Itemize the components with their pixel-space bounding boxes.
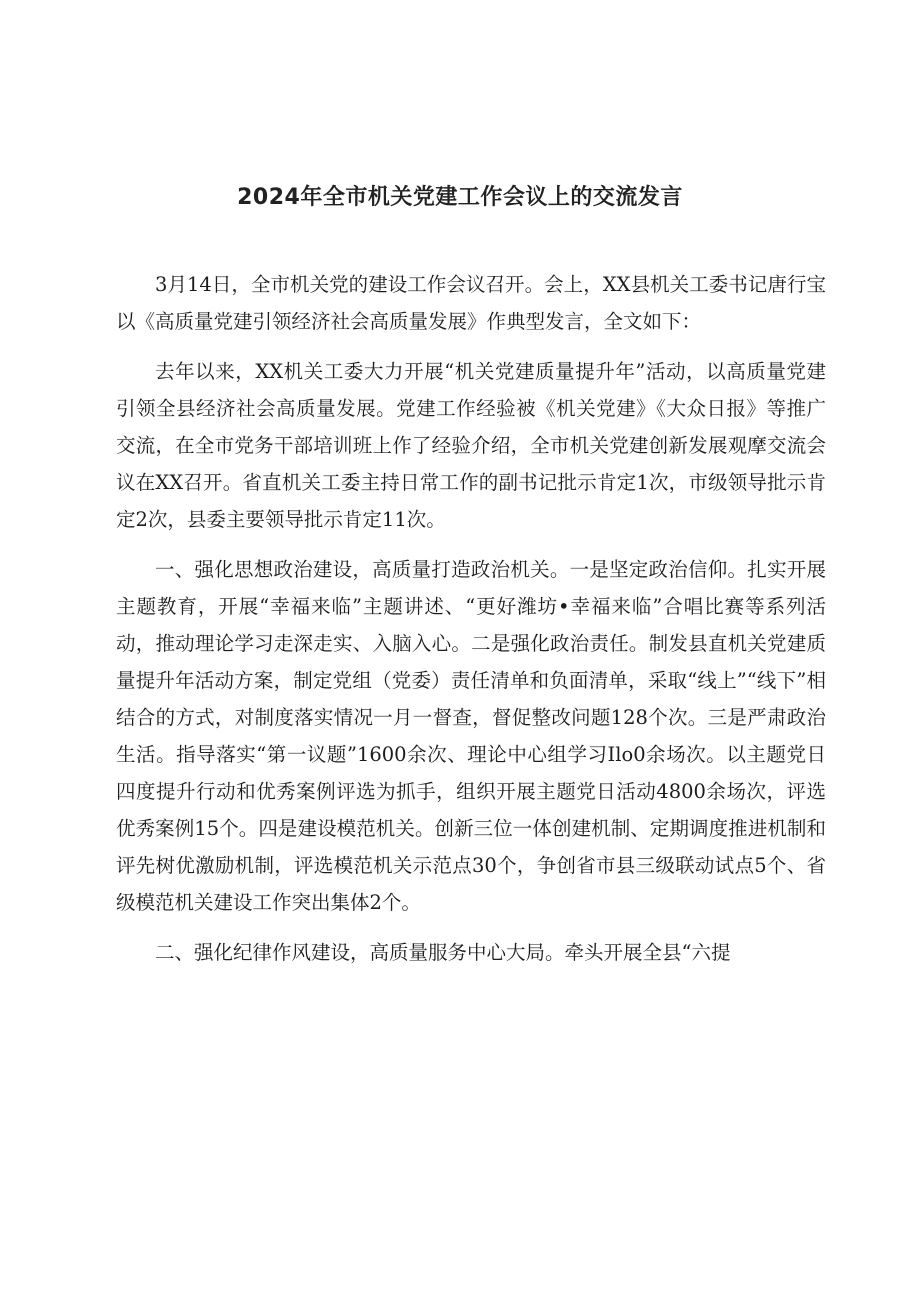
document-body (116, 266, 826, 984)
paragraph-summary: 去年以来，XX机关工委大力开展“机关党建质量提升年”活动，以高质量党建引领全县经济社会高质量发展。党建工作经验被《机关党建》《大众日报》等推广交流，在全市党务干部培训班上作了经验介绍，全市机关党建创新发展观摩交流会议在XX召开。省直机关工委主持日常工作的副书记批示肯定1次，市级领导批示肯定2次，县委主要领导批示肯定11次。 (116, 360, 826, 531)
paragraph-section-two: 二、强化纪律作风建设，高质量服务中心大局。牵头开展全县“六提 (155, 941, 731, 964)
paragraph-intro: 3月14日，全市机关党的建设工作会议召开。会上，XX县机关工委书记唐行宝以《高质量党建引领经济社会高质量发展》作典型发言，全文如下： (116, 273, 826, 333)
document-title: 2024年全市机关党建工作会议上的交流发言 (237, 185, 683, 210)
paragraph-section-one: 一、强化思想政治建设，高质量打造政治机关。一是坚定政治信仰。扎实开展主题教育，开展“幸福来临”主题讲述、“更好潍坊•幸福来临”合唱比赛等系列活动，推动理论学习走深走实、入脑入心。二是强化政治责任。制发县直机关党建质量提升年活动方案，制定党组（党委）责任清单和负面清单，采取“线上”“线下”相结合的方式，对制度落实情况一月一督查，督促整改问题128个次。三是严肃政治生活。指导落实“第一议题”1600余次、理论中心组学习Ilo0余场次。以主题党日四度提升行动和优秀案例评选为抓手，组织开展主题党日活动4800余场次，评选优秀案例15个。四是建设模范机关。创新三位一体创建机制、定期调度推进机制和评先树优激励机制，评选模范机关示范点30个，争创省市县三级联动试点5个、省级模范机关建设工作突出集体2个。 (116, 558, 826, 914)
